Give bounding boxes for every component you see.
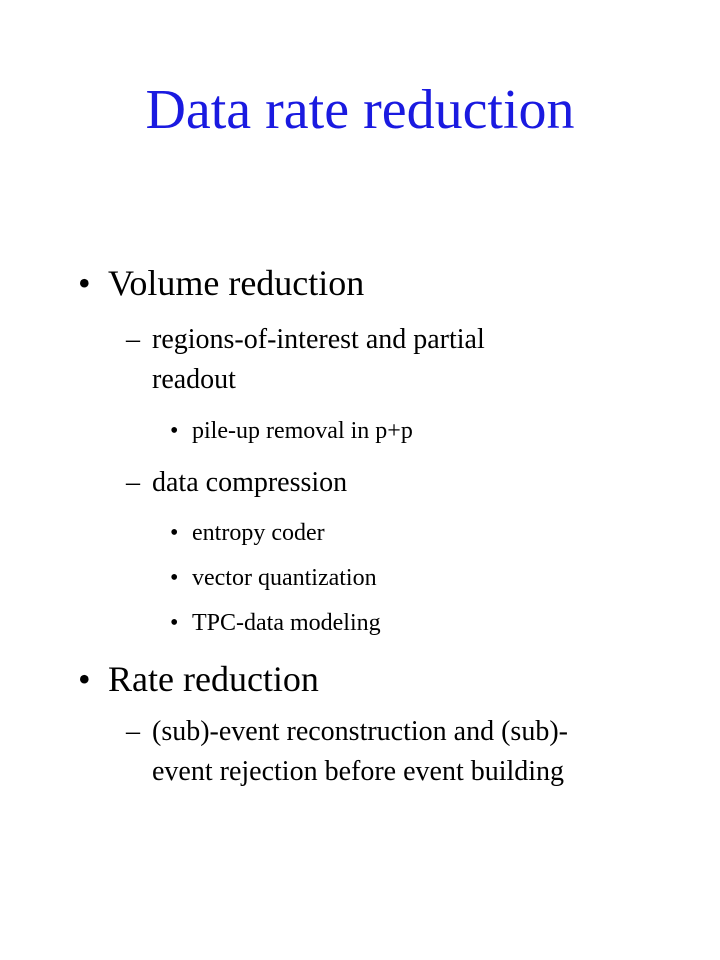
bullet-marker: • xyxy=(170,610,179,636)
subitem-text-line1: regions-of-interest and partial xyxy=(152,324,485,355)
bullet-text: Volume reduction xyxy=(108,263,365,303)
subitem-text: data compression xyxy=(152,467,348,498)
subsubitem-text: pile-up removal in p+p xyxy=(192,418,413,444)
dash-marker: – xyxy=(126,324,140,355)
bullet-marker: • xyxy=(78,659,91,699)
bullet-text: Rate reduction xyxy=(108,659,319,699)
subitem-text-line2: readout xyxy=(152,364,236,395)
dash-marker: – xyxy=(126,716,140,747)
dash-marker: – xyxy=(126,467,140,498)
subsubitem-text: vector quantization xyxy=(192,565,377,591)
slide-title: Data rate reduction xyxy=(145,79,575,141)
subitem-text-line1: (sub)-event reconstruction and (sub)- xyxy=(152,716,568,747)
subsubitem-text: TPC-data modeling xyxy=(192,610,381,636)
bullet-marker: • xyxy=(78,263,91,303)
bullet-marker: • xyxy=(170,565,179,591)
bullet-marker: • xyxy=(170,418,179,444)
bullet-marker: • xyxy=(170,520,179,546)
subitem-text-line2: event rejection before event building xyxy=(152,756,565,787)
subsubitem-text: entropy coder xyxy=(192,520,325,546)
